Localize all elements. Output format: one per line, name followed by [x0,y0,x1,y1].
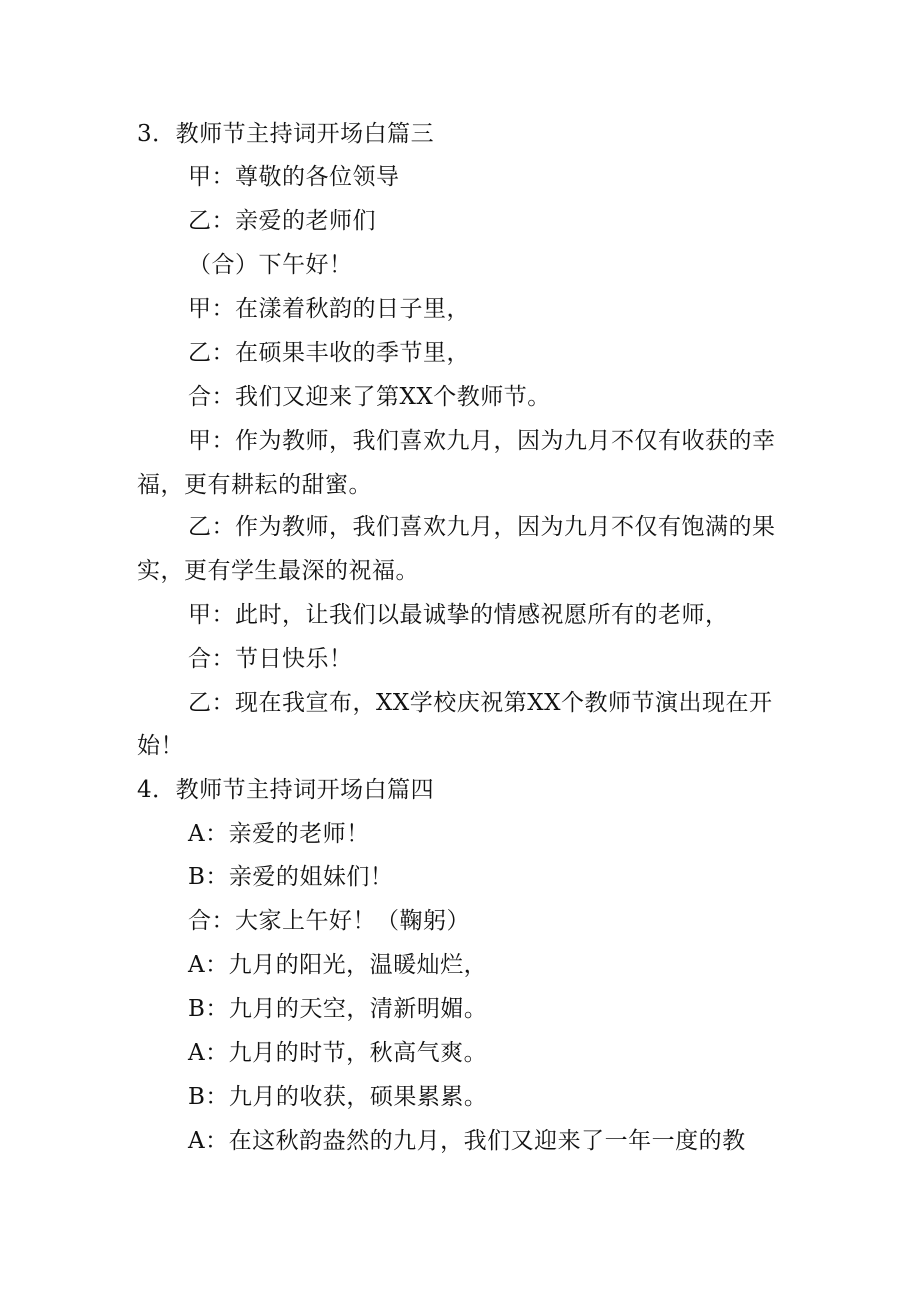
section4-heading: 4．教师节主持词开场白篇四 [137,777,435,803]
section3-line-14: 始！ [137,733,184,759]
section4-line-4: A：九月的阳光，温暖灿烂， [188,952,488,978]
section3-heading: 3．教师节主持词开场白篇三 [137,121,435,147]
section3-line-6: 合：我们又迎来了第XX个教师节。 [188,384,551,410]
section3-line-4: 甲：在漾着秋韵的日子里， [188,296,470,322]
section3-line-2: 乙：亲爱的老师们 [188,208,376,234]
section3-line-10: 实，更有学生最深的祝福。 [137,558,419,584]
section4-line-3: 合：大家上午好！（鞠躬） [188,908,470,934]
section3-line-5: 乙：在硕果丰收的季节里， [188,340,470,366]
section3-line-11: 甲：此时，让我们以最诚挚的情感祝愿所有的老师， [188,602,729,628]
section4-line-2: B：亲爱的姐妹们！ [188,864,394,890]
section3-line-13: 乙：现在我宣布，XX学校庆祝第XX个教师节演出现在开 [188,690,773,716]
section3-line-9: 乙：作为教师，我们喜欢九月，因为九月不仅有饱满的果 [188,514,776,540]
section4-line-7: B：九月的收获，硕果累累。 [188,1084,488,1110]
section3-line-8: 福，更有耕耘的甜蜜。 [137,472,372,498]
section3-line-7: 甲：作为教师，我们喜欢九月，因为九月不仅有收获的幸 [188,428,776,454]
section3-line-12: 合：节日快乐！ [188,646,353,672]
section4-line-5: B：九月的天空，清新明媚。 [188,996,488,1022]
section4-line-6: A：九月的时节，秋高气爽。 [188,1040,488,1066]
section3-line-3: （合）下午好！ [188,252,353,278]
section3-line-1: 甲：尊敬的各位领导 [188,164,400,190]
section4-line-8: A：在这秋韵盎然的九月，我们又迎来了一年一度的教 [188,1128,746,1154]
section4-line-1: A：亲爱的老师！ [188,821,370,847]
